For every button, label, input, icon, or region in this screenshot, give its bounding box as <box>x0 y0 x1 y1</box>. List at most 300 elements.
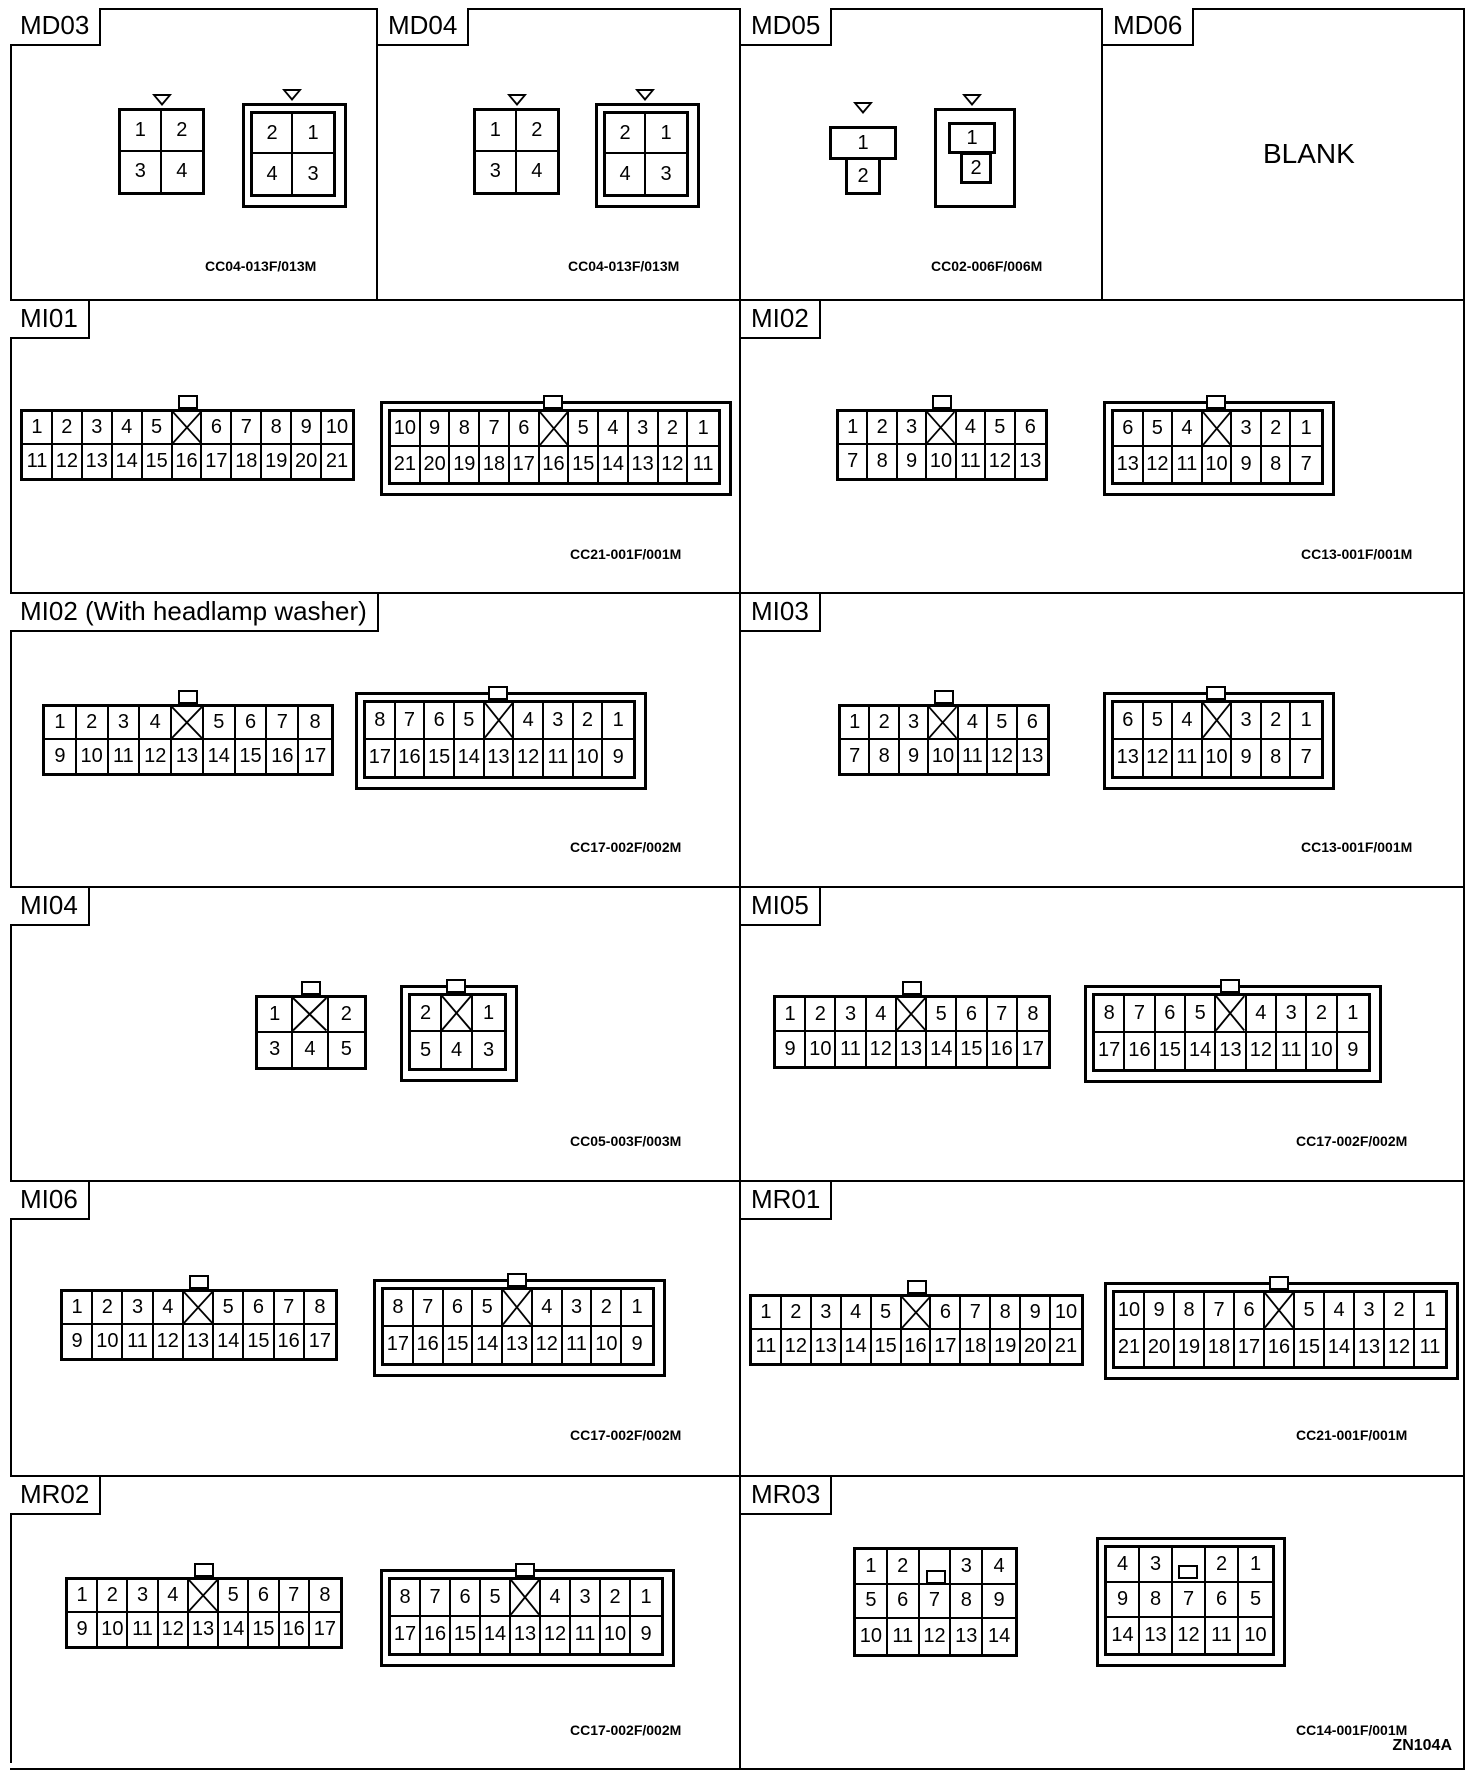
pin-number: 7 <box>396 703 426 740</box>
connector-cell-md06 <box>1103 8 1465 301</box>
pin-number: 4 <box>957 412 986 445</box>
pin-number: 15 <box>569 447 599 482</box>
pin-number: 5 <box>1239 1583 1272 1618</box>
pin-number: 3 <box>629 412 659 447</box>
pin-number: 2 <box>329 998 364 1033</box>
pin-number: 9 <box>776 1032 806 1066</box>
pin-number: 12 <box>154 1325 184 1358</box>
pin-number: 3 <box>128 1580 158 1613</box>
pin-number: 2 <box>574 703 604 740</box>
pin-number: 3 <box>83 412 113 445</box>
pin-number: 14 <box>927 1032 957 1066</box>
pin-number: 8 <box>991 1297 1021 1330</box>
pin-number: 4 <box>541 1580 571 1617</box>
pin-number: 19 <box>450 447 480 482</box>
blocked-cavity <box>511 1580 541 1617</box>
pin-number: 5 <box>473 1290 503 1327</box>
pin-number: 14 <box>481 1617 511 1654</box>
pin-number: 6 <box>425 703 455 740</box>
female-connector-face <box>42 704 334 776</box>
pin-number: 2 <box>601 1580 631 1617</box>
pin-grid <box>250 111 336 197</box>
pin-number: 15 <box>249 1613 279 1646</box>
pin-number: 17 <box>510 447 540 482</box>
pin-number: 6 <box>1018 707 1047 740</box>
pin-number: 1 <box>841 707 870 740</box>
locking-tab-icon <box>902 981 922 995</box>
pin-number: 8 <box>1262 447 1292 482</box>
pin-number: 15 <box>872 1330 902 1363</box>
connector-cell-mr03 <box>741 1477 1465 1770</box>
pin-number: 5 <box>204 707 236 740</box>
pin-number: 12 <box>988 740 1017 773</box>
pin-number: 10 <box>1203 447 1233 482</box>
connector-title: MD05 <box>741 8 832 46</box>
pin-number: 8 <box>450 412 480 447</box>
pin-number: 10 <box>856 1619 888 1654</box>
pin-number: 2 <box>870 707 899 740</box>
locking-tab-icon <box>1206 395 1226 409</box>
pin-number: 12 <box>659 447 689 482</box>
connector-title: MI02 (With headlamp washer) <box>10 594 379 632</box>
pin-number: 17 <box>313 1618 336 1640</box>
pin-number: 1 <box>121 111 162 152</box>
locking-tab-icon <box>926 1570 946 1584</box>
pin-number: 10 <box>806 1032 836 1066</box>
connector-cell-mi06 <box>10 1182 741 1477</box>
male-connector-face <box>1096 1537 1286 1667</box>
pin-number: 13 <box>897 1032 927 1066</box>
blank-label: BLANK <box>1263 138 1355 169</box>
female-connector-face <box>829 116 897 196</box>
pin-number: 17 <box>391 1617 421 1654</box>
female-connector-face <box>255 995 367 1070</box>
connector-cell-mi01 <box>10 301 741 594</box>
blocked-cavity <box>1216 996 1246 1033</box>
pin-number: 1 <box>688 412 718 447</box>
pin-number: 19 <box>991 1330 1021 1363</box>
connector-part-code: CC17-002F/002M <box>570 1427 682 1443</box>
locking-tab-icon <box>934 690 954 704</box>
pin-number: 20 <box>421 447 451 482</box>
pin-number: 8 <box>870 740 899 773</box>
pin-number: 17 <box>931 1330 961 1363</box>
pin-number: 11 <box>752 1330 782 1363</box>
pin-number: 7 <box>1300 453 1312 475</box>
pin-number: 4 <box>959 707 988 740</box>
pin-number: 9 <box>631 1333 643 1356</box>
pin-number: 14 <box>987 1625 1011 1648</box>
pin-number: 4 <box>983 1550 1015 1585</box>
pin-number: 9 <box>1021 1297 1051 1330</box>
pin-number: 17 <box>1235 1330 1265 1367</box>
pin-number: 4 <box>140 707 172 740</box>
connector-part-code: CC21-001F/001M <box>1296 1427 1408 1443</box>
female-connector-face <box>118 108 205 195</box>
cross-mark-icon <box>173 412 201 443</box>
pin-number: 12 <box>53 445 83 478</box>
cross-mark-icon <box>511 1580 539 1615</box>
pin-number: 5 <box>856 1585 888 1620</box>
pin-grid <box>118 108 205 195</box>
pin-number: 12 <box>1144 740 1174 777</box>
pin-number: 7 <box>480 412 510 447</box>
pin-grid <box>838 704 1050 776</box>
locking-tab-icon <box>932 395 952 409</box>
locking-tab-icon <box>301 981 321 995</box>
pin-number: 8 <box>1175 1293 1205 1330</box>
pin-number: 12 <box>920 1619 952 1654</box>
pin-number: 6 <box>1156 996 1186 1033</box>
pin-number: 13 <box>511 1617 541 1654</box>
pin-number: 2 <box>517 111 558 152</box>
pin-number: 4 <box>1325 1293 1355 1330</box>
pin-number: 15 <box>957 1032 987 1066</box>
pin-number: 9 <box>1145 1293 1175 1330</box>
pin-number: 20 <box>1145 1330 1175 1367</box>
male-connector-face <box>1103 401 1335 496</box>
pin-number: 17 <box>366 740 396 777</box>
blocked-cavity <box>485 703 515 740</box>
female-connector-face <box>749 1294 1084 1366</box>
pin-number: 4 <box>514 703 544 740</box>
connector-cell-mr02 <box>10 1477 741 1770</box>
pin-number: 7 <box>1125 996 1155 1033</box>
pin-number: 8 <box>391 1580 421 1617</box>
connector-part-code: CC14-001F/001M <box>1296 1722 1408 1738</box>
pin-number: 12 <box>1144 447 1174 482</box>
pin-grid <box>473 108 560 195</box>
connector-title: MR02 <box>10 1477 101 1515</box>
pin-number: 2 <box>1262 703 1292 740</box>
pin-number: 5 <box>214 1292 244 1325</box>
pin-number: 1 <box>1291 412 1321 447</box>
pin-number: 10 <box>77 740 109 773</box>
pin-number: 5 <box>1186 996 1216 1033</box>
pin-number: 8 <box>305 1292 335 1325</box>
pin-number: 1 <box>603 703 633 740</box>
pin-number: 14 <box>113 445 143 478</box>
pin-number: 12 <box>986 445 1015 478</box>
pin-number: 10 <box>391 412 421 447</box>
pin-number: 17 <box>308 1330 331 1352</box>
pin-number: 6 <box>249 1580 279 1613</box>
pin-number: 11 <box>563 1327 593 1364</box>
pin-number: 21 <box>391 447 421 482</box>
locking-tab-icon <box>1206 686 1226 700</box>
pin-number: 18 <box>1205 1330 1235 1367</box>
pin-number: 8 <box>1095 996 1125 1033</box>
pin-grid <box>773 995 1051 1069</box>
pin-number: 6 <box>1114 412 1144 447</box>
pin-number: 1 <box>1291 703 1321 740</box>
pin-number: 2 <box>806 998 836 1032</box>
key-triangle-inner <box>857 104 869 111</box>
pin-number: 13 <box>1019 450 1042 472</box>
pin-number: 1 <box>1415 1293 1445 1330</box>
connector-cell-mr01 <box>741 1182 1465 1477</box>
pin-number: 12 <box>782 1330 812 1363</box>
pin-number: 9 <box>421 412 451 447</box>
blocked-cavity <box>189 1580 219 1613</box>
pin-number: 14 <box>219 1613 249 1646</box>
blocked-cavity <box>172 707 204 740</box>
connector-cell-md05 <box>741 8 1103 301</box>
pin-number: 9 <box>1232 447 1262 482</box>
male-connector-face <box>355 692 647 790</box>
pin-number: 2 <box>98 1580 128 1613</box>
blocked-cavity <box>1203 412 1233 447</box>
locking-tab-icon <box>543 395 563 409</box>
pin-grid <box>388 1577 664 1656</box>
pin-number: 17 <box>303 745 327 767</box>
pin-number: 6 <box>1206 1583 1239 1618</box>
pin-number: 3 <box>482 1038 495 1061</box>
pin-number: 12 <box>1385 1330 1415 1367</box>
pin-number: 9 <box>898 445 927 478</box>
connector-cell-mi02w <box>10 594 741 888</box>
connector-title: MI01 <box>10 301 90 339</box>
connector-part-code: CC13-001F/001M <box>1301 546 1413 562</box>
locking-tab-icon <box>446 979 466 993</box>
pin-number: 2 <box>53 412 83 445</box>
pin-number: 2 <box>1206 1548 1239 1583</box>
pin-number: 8 <box>299 707 331 740</box>
pin-number: 6 <box>1235 1293 1265 1330</box>
cross-mark-icon <box>485 703 513 738</box>
pin-number: 11 <box>1173 740 1203 777</box>
pin-number: 2 <box>1385 1293 1415 1330</box>
pin-grid <box>42 704 334 776</box>
blocked-cavity <box>442 996 473 1032</box>
cross-mark-icon <box>293 998 326 1031</box>
pin-number: 2 <box>970 156 982 179</box>
pin-number: 15 <box>244 1325 274 1358</box>
connector-title: MD03 <box>10 8 101 46</box>
blocked-cavity <box>897 998 927 1032</box>
pin-number: 5 <box>340 1038 352 1061</box>
pin-number: 1 <box>631 1580 661 1617</box>
pin-number: 1 <box>258 998 293 1033</box>
pin-number: 14 <box>842 1330 872 1363</box>
key-triangle-inner <box>286 91 298 98</box>
pin-number: 13 <box>189 1613 219 1646</box>
pin-number: 16 <box>396 740 426 777</box>
pin-grid <box>845 157 881 195</box>
pin-number: 4 <box>599 412 629 447</box>
cross-mark-icon <box>442 996 471 1030</box>
locking-tab-icon <box>907 1280 927 1294</box>
pin-number: 17 <box>1095 1033 1125 1070</box>
pin-number: 5 <box>927 998 957 1032</box>
pin-grid <box>1111 409 1324 485</box>
pin-number: 15 <box>451 1617 481 1654</box>
pin-number: 13 <box>172 740 204 773</box>
pin-grid <box>960 152 992 184</box>
female-connector-face <box>65 1577 343 1649</box>
pin-number: 11 <box>888 1619 920 1654</box>
pin-number: 10 <box>1203 740 1233 777</box>
pin-number: 8 <box>1140 1583 1173 1618</box>
pin-number: 9 <box>68 1613 98 1646</box>
connector-cell-mi03 <box>741 594 1465 888</box>
pin-number: 11 <box>959 740 988 773</box>
pin-number: 4 <box>1173 703 1203 740</box>
pin-number: 18 <box>480 447 510 482</box>
pin-number: 14 <box>204 740 236 773</box>
pin-grid <box>948 122 996 154</box>
connector-part-code: CC04-013F/013M <box>568 258 680 274</box>
connector-part-code: CC17-002F/002M <box>570 839 682 855</box>
pin-number: 6 <box>244 1292 274 1325</box>
pin-number: 3 <box>898 412 927 445</box>
pin-number: 7 <box>267 707 299 740</box>
pin-number: 11 <box>109 740 141 773</box>
pin-number: 9 <box>983 1585 1015 1620</box>
pin-number: 3 <box>476 152 517 193</box>
male-connector-face <box>373 1279 666 1377</box>
female-connector-face <box>20 409 355 481</box>
cross-mark-icon <box>929 707 956 738</box>
male-connector-face <box>934 108 1016 208</box>
pin-number: 3 <box>1140 1548 1173 1583</box>
pin-number: 12 <box>514 740 544 777</box>
pin-number: 10 <box>1307 1033 1337 1070</box>
pin-number: 16 <box>902 1330 932 1363</box>
pin-number: 9 <box>63 1325 93 1358</box>
pin-number: 7 <box>275 1292 305 1325</box>
pin-number: 14 <box>473 1327 503 1364</box>
pin-grid <box>363 700 636 779</box>
connector-title: MI05 <box>741 888 821 926</box>
blocked-cavity <box>184 1292 214 1325</box>
blocked-cavity <box>927 412 956 445</box>
pin-grid <box>1112 1290 1448 1369</box>
pin-number: 4 <box>293 1033 328 1068</box>
pin-number: 13 <box>83 445 113 478</box>
connector-part-code: CC13-001F/001M <box>1301 839 1413 855</box>
pin-number: 5 <box>569 412 599 447</box>
pin-number: 2 <box>888 1550 920 1585</box>
male-connector-face <box>400 985 518 1082</box>
pin-number: 16 <box>267 740 299 773</box>
pin-number: 11 <box>692 453 714 475</box>
pin-number: 17 <box>202 445 232 478</box>
pin-number: 13 <box>1114 447 1144 482</box>
pin-number: 7 <box>280 1580 310 1613</box>
pin-number: 3 <box>307 162 319 185</box>
pin-number: 3 <box>571 1580 601 1617</box>
pin-number: 16 <box>1265 1330 1295 1367</box>
male-connector-face <box>595 103 700 208</box>
pin-number: 2 <box>857 164 869 187</box>
pin-number: 4 <box>533 1290 563 1327</box>
pin-number: 5 <box>411 1032 442 1068</box>
cross-mark-icon <box>1216 996 1244 1031</box>
cross-mark-icon <box>1265 1293 1293 1328</box>
pin-number: 2 <box>411 996 442 1032</box>
pin-number: 10 <box>574 740 604 777</box>
pin-grid <box>1092 993 1371 1072</box>
pin-number: 3 <box>1277 996 1307 1033</box>
pin-number: 16 <box>173 445 203 478</box>
pin-number: 14 <box>1325 1330 1355 1367</box>
pin-number: 17 <box>1021 1037 1044 1060</box>
pin-number: 2 <box>253 114 293 154</box>
pin-grid <box>603 111 689 197</box>
blocked-cavity <box>503 1290 533 1327</box>
pin-number: 1 <box>622 1290 652 1327</box>
pin-number: 5 <box>219 1580 249 1613</box>
pin-number: 3 <box>258 1033 293 1068</box>
pin-number: 6 <box>236 707 268 740</box>
pin-number: 1 <box>473 996 504 1032</box>
key-triangle-inner <box>511 96 523 103</box>
pin-number: 11 <box>1206 1618 1239 1653</box>
pin-number: 1 <box>646 114 686 154</box>
pin-number: 2 <box>782 1297 812 1330</box>
connector-part-code: CC04-013F/013M <box>205 258 317 274</box>
locking-tab-icon <box>1178 1565 1198 1579</box>
pin-number: 18 <box>961 1330 991 1363</box>
pin-number: 4 <box>1107 1548 1140 1583</box>
pin-number: 12 <box>140 740 172 773</box>
pin-number: 13 <box>1021 745 1044 767</box>
pin-number: 10 <box>322 412 352 445</box>
pin-number: 17 <box>384 1327 414 1364</box>
pin-number: 4 <box>1173 412 1203 447</box>
connector-cell-mi05 <box>741 888 1465 1182</box>
pin-grid <box>381 1287 655 1366</box>
pin-number: 2 <box>77 707 109 740</box>
cross-mark-icon <box>172 707 202 738</box>
connector-title: MR01 <box>741 1182 832 1220</box>
pin-number: 5 <box>455 703 485 740</box>
pin-number: 7 <box>920 1585 952 1620</box>
pin-number: 15 <box>444 1327 474 1364</box>
cross-mark-icon <box>503 1290 531 1325</box>
pin-number: 3 <box>563 1290 593 1327</box>
pin-number: 4 <box>1247 996 1277 1033</box>
pin-number: 2 <box>868 412 897 445</box>
pin-grid <box>388 409 721 485</box>
pin-number: 16 <box>540 447 570 482</box>
connector-cell-mi02 <box>741 301 1465 594</box>
pin-number: 5 <box>872 1297 902 1330</box>
pin-number: 6 <box>1114 703 1144 740</box>
pin-number: 14 <box>214 1325 244 1358</box>
pin-number: 8 <box>1262 740 1292 777</box>
pin-number: 13 <box>1355 1330 1385 1367</box>
pin-number: 4 <box>253 154 293 194</box>
pin-number: 2 <box>659 412 689 447</box>
pin-grid <box>853 1547 1018 1657</box>
pin-number: 6 <box>451 1580 481 1617</box>
pin-number: 2 <box>606 114 646 154</box>
pin-number: 7 <box>961 1297 991 1330</box>
locking-tab-icon <box>189 1275 209 1289</box>
female-connector-face <box>60 1289 338 1361</box>
pin-number: 4 <box>176 160 188 183</box>
pin-number: 11 <box>1419 1336 1441 1359</box>
connector-title: MD06 <box>1103 8 1194 46</box>
pin-number: 9 <box>900 740 929 773</box>
pin-number: 16 <box>414 1327 444 1364</box>
pin-number: 2 <box>162 111 203 152</box>
cross-mark-icon <box>1203 412 1231 445</box>
pin-number: 8 <box>951 1585 983 1620</box>
pin-number: 4 <box>606 154 646 194</box>
